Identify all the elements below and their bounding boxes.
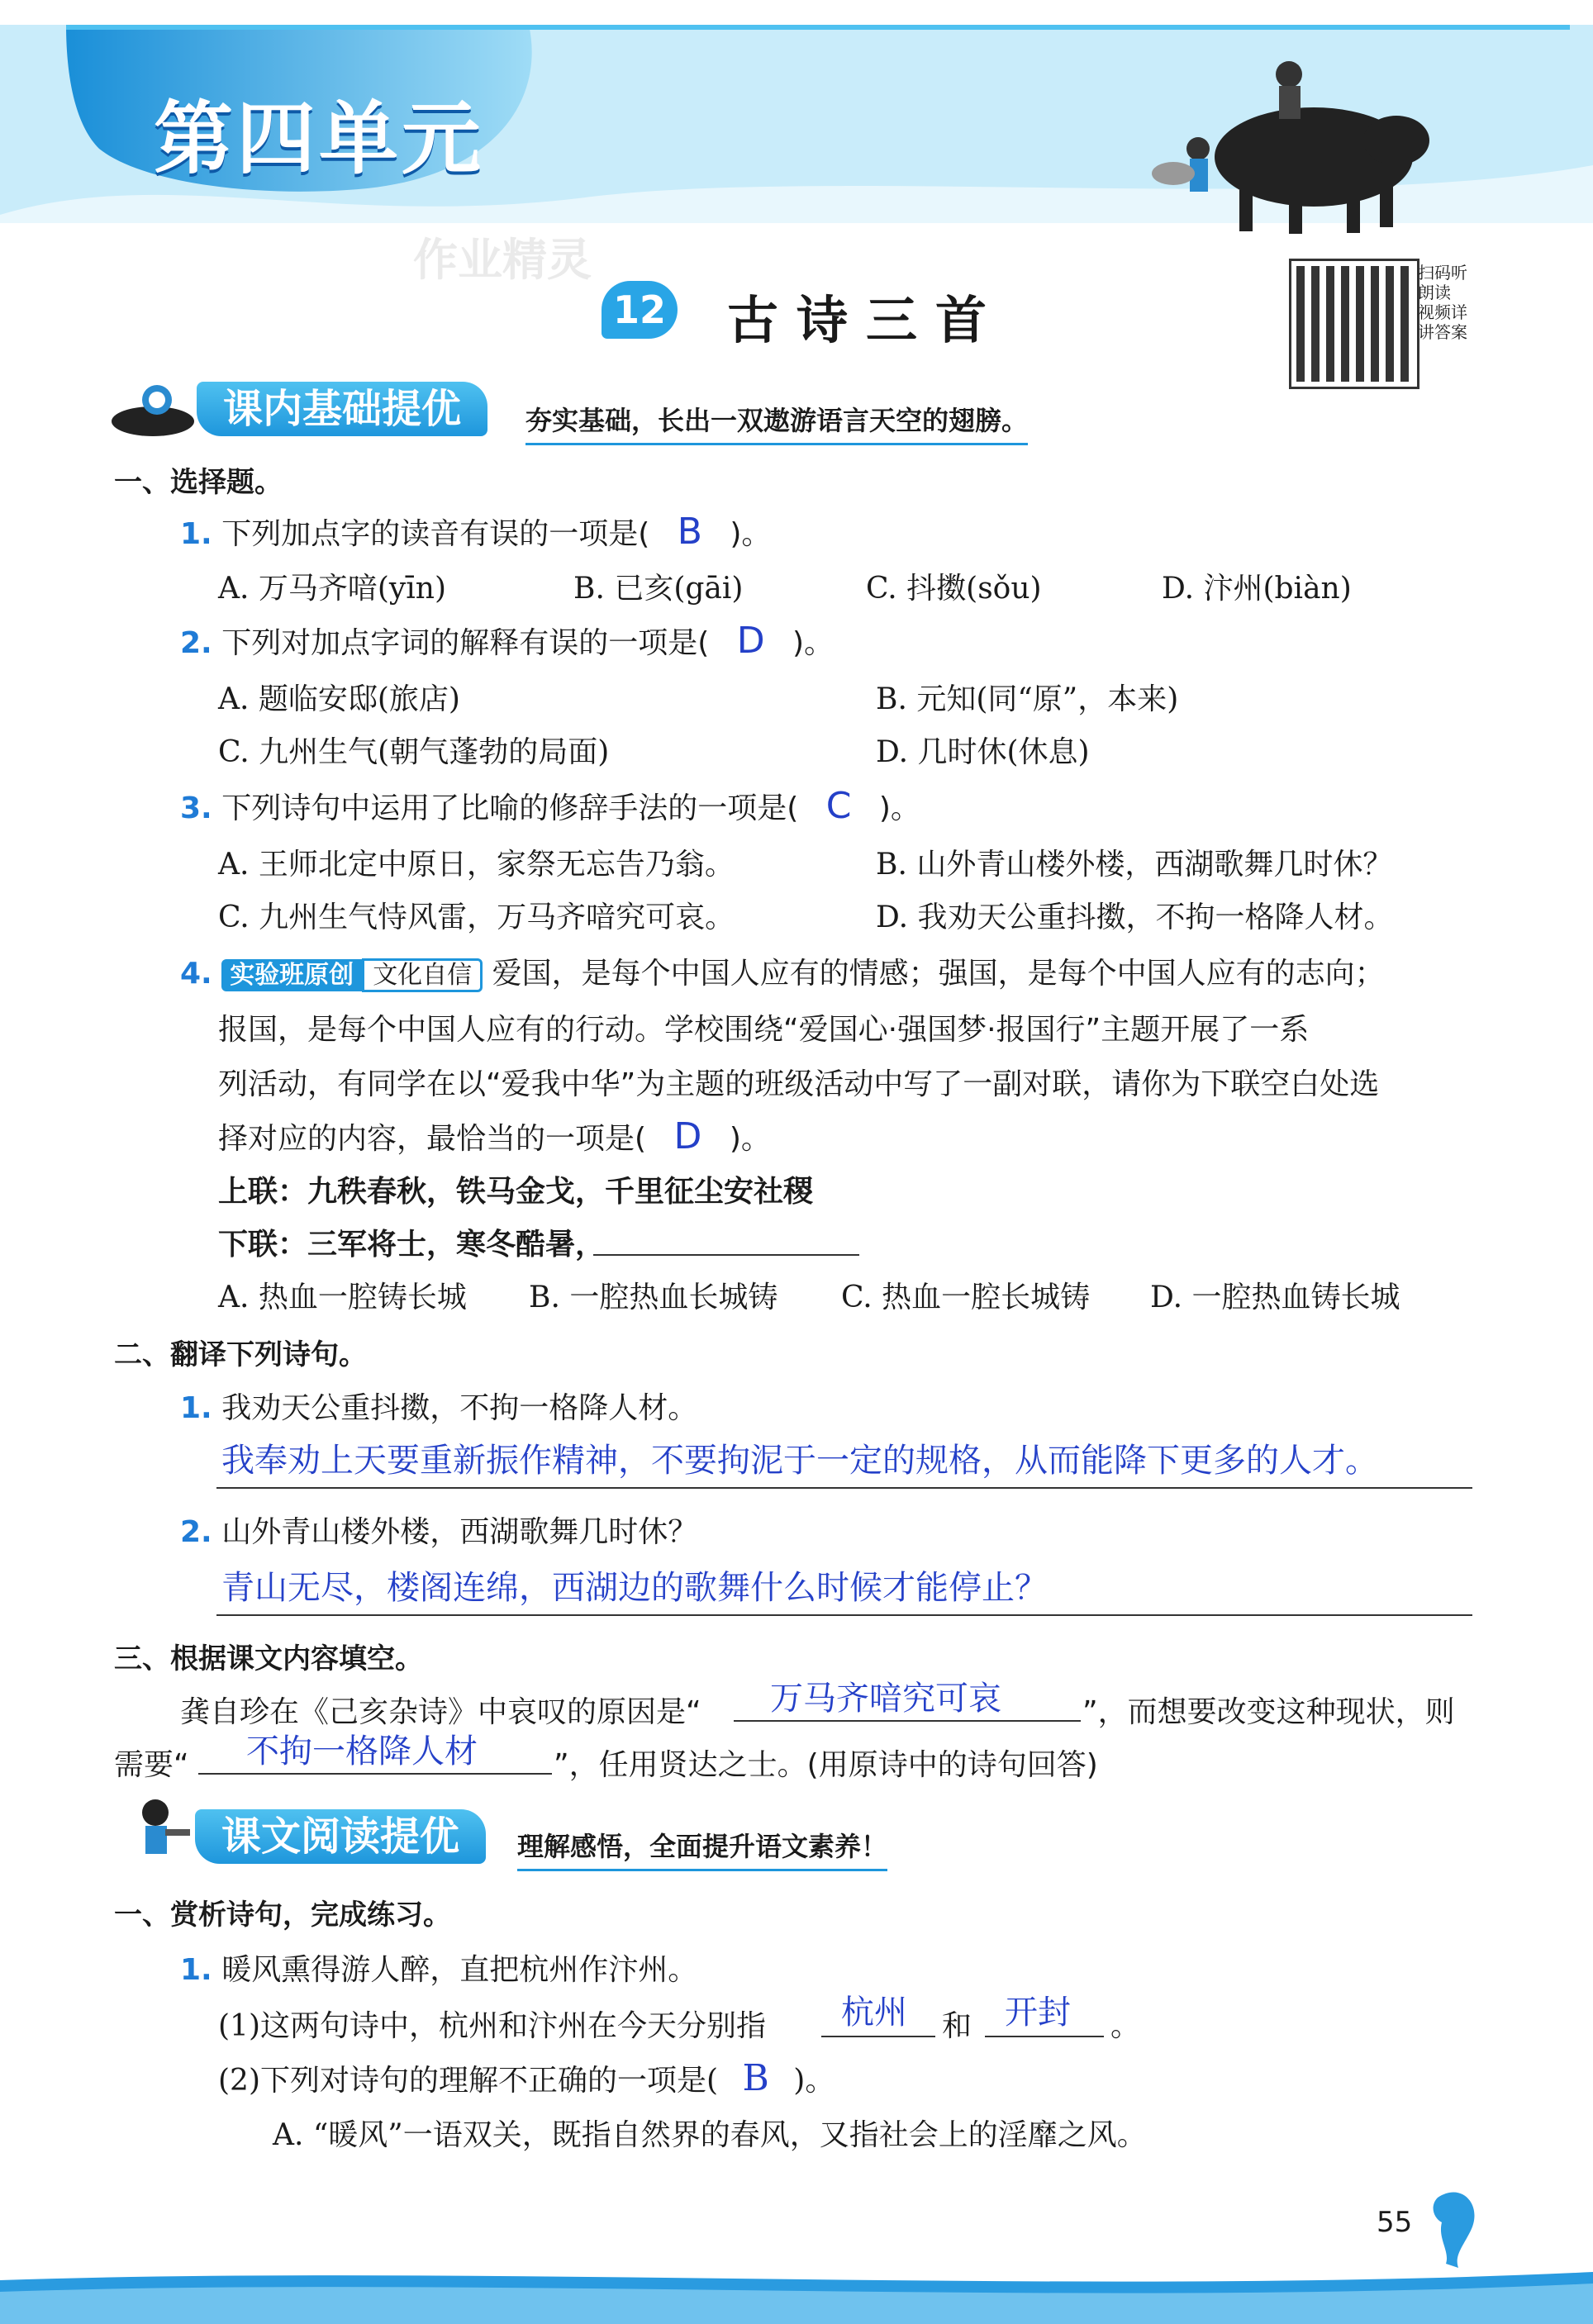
- q4-option-d: D. 一腔热血铸长城: [1150, 1281, 1400, 1314]
- s2-q1-sub2-end: )。: [793, 2064, 835, 2098]
- q2-number: 2.: [180, 626, 212, 660]
- q4-option-c: C. 热血一腔长城铸: [841, 1281, 1091, 1314]
- p3-text2: 需要“: [114, 1748, 189, 1782]
- s2-q1-sub1-mid: 和: [942, 2009, 972, 2043]
- s2-q1-sub1: (1)这两句诗中，杭州和汴州在今天分别指: [218, 2009, 766, 2043]
- s2-q1-number: 1.: [180, 1953, 212, 1987]
- p3-answer2: 不拘一格降人材: [246, 1732, 478, 1770]
- lesson-title: 古诗三首: [727, 290, 1006, 350]
- p3-text1-end: ”，而想要改变这种现状，则: [1082, 1695, 1455, 1729]
- q1-option-b: B. 已亥(gāi): [573, 572, 744, 606]
- q1-answer: B: [677, 511, 702, 553]
- q4-option-b: B. 一腔热血长城铸: [529, 1281, 778, 1314]
- q1-number: 1.: [180, 517, 212, 551]
- section2-subtitle: 理解感悟，全面提升语文素养！: [517, 1826, 887, 1871]
- lesson-number-badge: 12: [602, 281, 678, 339]
- q2-line: [180, 620, 834, 662]
- p2-q1-number: 1.: [180, 1391, 212, 1425]
- s2-q1-sub1-end: 。: [1110, 2009, 1141, 2043]
- q1-stem: 下列加点字的读音有误的一项是(: [221, 517, 650, 551]
- p3-text2-end: ”，任用贤达之士。(用原诗中的诗句回答): [554, 1748, 1098, 1782]
- q4-answer: D: [673, 1115, 702, 1157]
- q1-option-d: D. 汴州(biàn): [1162, 572, 1352, 606]
- p2-q1-text: 我劝天公重抖擞，不拘一格降人材。: [221, 1391, 698, 1425]
- s2-q1-sub1-answer1: 杭州: [841, 1994, 907, 2032]
- section1-subtitle: 夯实基础，长出一双遨游语言天空的翅膀。: [525, 400, 1028, 445]
- s2-q1-sub2: (2)下列对诗句的理解不正确的一项是(: [218, 2064, 719, 2098]
- q4-text1: 爱国，是每个中国人应有的情感；强国，是每个中国人应有的志向；: [492, 957, 1385, 991]
- p3-blank1: [734, 1720, 1081, 1722]
- s2-q1-sub2-line: [218, 2057, 835, 2099]
- s2-q1-text: 暖风熏得游人醉，直把杭州作汴州。: [221, 1953, 698, 1987]
- dolphin-icon: [1421, 2181, 1487, 2272]
- q4-couplet-upper: 上联：九秩春秋，铁马金戈，千里征尘安社稷: [218, 1174, 814, 1209]
- q4-option-a: A. 热血一腔铸长城: [218, 1281, 467, 1314]
- ox-illustration: [1124, 50, 1438, 240]
- q1-stem-end: )。: [730, 517, 772, 551]
- q2-option-b: B. 元知(同“原”，本来): [876, 682, 1179, 716]
- footer-band: [0, 2264, 1593, 2324]
- s2-q1-sub1-answer2: 开封: [1005, 1994, 1071, 2032]
- q2-stem-end: )。: [792, 626, 835, 660]
- qr-caption: 扫码听朗读 视频详讲答案: [1418, 263, 1467, 342]
- q2-option-a: A. 题临安邸(旅店): [218, 682, 460, 716]
- page-number: 55: [1377, 2206, 1413, 2239]
- p2-q2-line: [180, 1509, 697, 1551]
- q4-line1: [180, 950, 1385, 992]
- q3-line: [180, 785, 920, 827]
- q3-stem: 下列诗句中运用了比喻的修辞手法的一项是(: [221, 791, 799, 825]
- q4-number: 4.: [180, 957, 212, 991]
- q4-blank: [593, 1254, 859, 1256]
- q1-option-c: C. 抖擞(sǒu): [866, 572, 1042, 606]
- q4-couplet-lower: 下联：三军将士，寒冬酷暑，: [218, 1227, 606, 1262]
- p2-q1-answer-line: [216, 1487, 1472, 1489]
- q4-text3: 列活动，有同学在以“爱我中华”为主题的班级活动中写了一副对联，请你为下联空白处选: [218, 1067, 1380, 1101]
- q4-line4: [218, 1115, 771, 1157]
- q1-option-a: A. 万马齐喑(yīn): [218, 572, 447, 606]
- section1-title: 课内基础提优: [197, 382, 487, 436]
- p2-q2-answer-line: [216, 1614, 1472, 1616]
- q4-text4-end: )。: [729, 1122, 771, 1156]
- section1-mascot-icon: [107, 382, 198, 443]
- q1-line: [180, 511, 771, 553]
- part1-heading: 一、选择题。: [114, 466, 283, 499]
- q4-text4: 择对应的内容，最恰当的一项是(: [218, 1122, 647, 1156]
- q2-option-d: D. 几时休(休息): [876, 735, 1090, 769]
- part3-heading: 三、根据课文内容填空。: [114, 1642, 423, 1675]
- q4-text2: 报国，是每个中国人应有的行动。学校围绕“爱国心·强国梦·报国行”主题开展了一系: [218, 1013, 1310, 1047]
- p2-q2-answer: 青山无尽，楼阁连绵，西湖边的歌舞什么时候才能停止？: [221, 1569, 1048, 1607]
- p2-q2-number: 2.: [180, 1515, 212, 1549]
- q2-option-c: C. 九州生气(朝气蓬勃的局面): [218, 735, 610, 769]
- p3-text1: 龚自珍在《己亥杂诗》中哀叹的原因是“: [180, 1695, 701, 1729]
- q3-option-d: D. 我劝天公重抖擞，不拘一格降人材。: [876, 901, 1394, 934]
- q3-option-b: B. 山外青山楼外楼，西湖歌舞几时休？: [876, 848, 1393, 882]
- p2-q1-answer: 我奉劝上天要重新振作精神，不要拘泥于一定的规格，从而能降下更多的人才。: [221, 1442, 1378, 1480]
- q3-option-c: C. 九州生气恃风雷，万马齐喑究可哀。: [218, 901, 735, 934]
- p3-answer1: 万马齐喑究可哀: [770, 1680, 1001, 1718]
- s2-q1-option-a: A. “暖风”一语双关，既指自然界的春风，又指社会上的淫靡之风。: [273, 2118, 1147, 2152]
- q2-stem: 下列对加点字词的解释有误的一项是(: [221, 626, 710, 660]
- qr-code[interactable]: [1291, 261, 1417, 387]
- p3-blank2: [198, 1773, 552, 1775]
- section2-mascot-icon: [122, 1796, 197, 1870]
- s2-q1-blank1: [821, 2036, 935, 2037]
- p2-q1-line: [180, 1385, 697, 1427]
- s2-q1-sub2-answer: B: [742, 2057, 769, 2099]
- q4-tag-original: 实验班原创: [221, 959, 362, 991]
- s2-q1-line: [180, 1946, 697, 1989]
- q3-number: 3.: [180, 791, 212, 825]
- q2-answer: D: [736, 620, 765, 662]
- p2-q2-text: 山外青山楼外楼，西湖歌舞几时休？: [221, 1515, 698, 1549]
- s2-heading: 一、赏析诗句，完成练习。: [114, 1899, 451, 1932]
- section2-title: 课文阅读提优: [195, 1809, 486, 1864]
- unit-title: 第四单元: [154, 93, 484, 185]
- q3-answer: C: [825, 785, 852, 827]
- s2-q1-blank2: [985, 2036, 1104, 2037]
- q3-option-a: A. 王师北定中原日，家祭无忘告乃翁。: [218, 848, 735, 882]
- watermark: 作业精灵: [413, 234, 592, 286]
- q4-tag-topic: 文化自信: [362, 958, 483, 992]
- q3-stem-end: )。: [878, 791, 920, 825]
- part2-heading: 二、翻译下列诗句。: [114, 1338, 367, 1371]
